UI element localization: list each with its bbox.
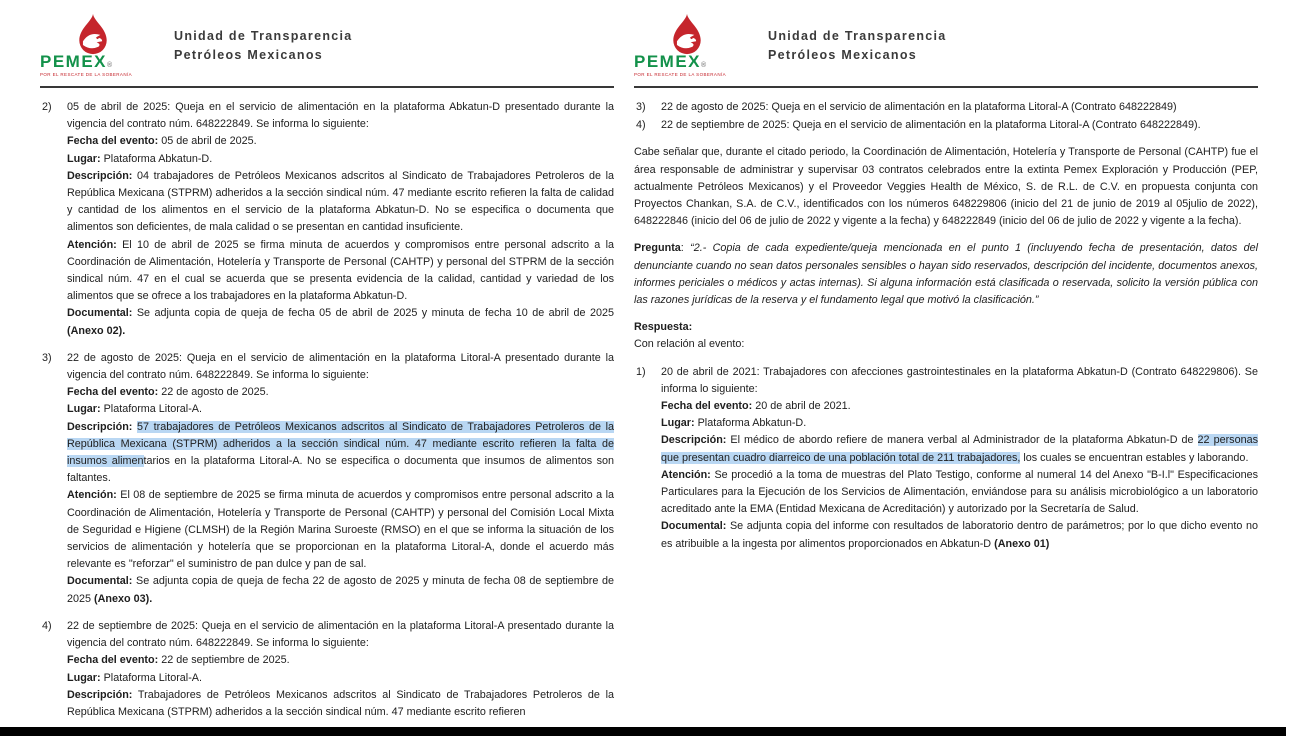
- text-segment: Plataforma Abkatun-D.: [694, 417, 807, 430]
- header-title-line1: Unidad de Transparencia: [174, 29, 353, 43]
- bottom-black-bar: [0, 727, 1286, 736]
- paragraph: [67, 419, 614, 488]
- paragraph: [661, 467, 1258, 519]
- text-segment: El médico de abordo refiere de manera verbal al Administrador de la plataforma Abkatun-D de: [726, 434, 1198, 447]
- text-segment: 22 de agosto de 2025: Queja en el servicio de alimentación en la plataforma Litoral-A (Contrato 648222849): [661, 101, 1177, 113]
- list-item-number: 3): [42, 351, 52, 364]
- paragraph: [634, 319, 1258, 336]
- paragraph: [67, 168, 614, 237]
- header-titles: [768, 27, 947, 65]
- text-segment: Se adjunta copia del informe con resultados de laboratorio dentro de parámetros; por lo que dicho evento no es atribuible a la ingesta por alimentos proporcionados en Abkatun-D: [661, 520, 1258, 550]
- document-page-left: [40, 0, 614, 736]
- text-segment: “2.- Copia de cada expediente/queja mencionada en el punto 1 (incluyendo fecha de presentación, datos del denunciante cuando no sean datos personales sensibles o hayan sido reservados, descripción del incidente, documentos anexos, informes periciales o médicos y actas internas). Si alguna información está clasificada o reservada, solicito la versión pública con las razones jurídicas de la reserva y el fundamento legal que motivó la clasificación.”: [634, 242, 1259, 307]
- text-segment: Se procedió a la toma de muestras del Plato Testigo, conforme al numeral 14 del Anexo "B-I.l" Especificaciones Particulares para la Ejecución de los Servicios de Alimentación, enviándose para su análisis microbiológico a un laboratorio acreditado ante la EMA (Entidad Mexicana de Acreditación) y autorizado por la Secretaría de Salud.: [661, 468, 1258, 516]
- text-segment: 20 de abril de 2021: Trabajadores con afecciones gastrointestinales en la plataforma Abkatun-D (Contrato 648229806). Se informa lo siguiente:: [661, 365, 1258, 395]
- bold-label: Descripción:: [67, 169, 133, 182]
- pemex-wordmark: PEMEX®: [634, 52, 707, 71]
- text-segment: tarios en la plataforma Litoral-A. No se especifica o documenta que insumos de alimentos son faltantes.: [67, 455, 614, 485]
- text-segment: 05 de abril de 2025.: [158, 135, 257, 148]
- header-title-line1: Unidad de Transparencia: [768, 29, 947, 43]
- pemex-logo: [40, 13, 158, 77]
- bold-label: Atención:: [67, 489, 117, 502]
- paragraph: [67, 151, 614, 168]
- bold-label: Pregunta: [634, 242, 681, 255]
- pemex-logo: [634, 13, 752, 77]
- highlighted-text: 57 trabajadores de Petróleos Mexicanos adscritos al Sindicato de Trabajadores Petroleros de la República Mexicana (STPRM) adheridos a la sección sindical núm. 47 mediante escrito refieren la falta de insumos alimen: [67, 420, 614, 468]
- text-segment: los cuales se encuentran estables y laborando.: [1020, 451, 1249, 464]
- paragraph: [67, 401, 614, 418]
- bold-label: Fecha del evento:: [67, 386, 159, 399]
- bold-label: Atención:: [67, 238, 117, 251]
- text-segment: Plataforma Litoral-A.: [100, 671, 203, 684]
- paragraph: [67, 573, 614, 607]
- text-segment: Plataforma Litoral-A.: [100, 403, 203, 416]
- header-title-line2: Petróleos Mexicanos: [174, 47, 324, 62]
- registered-mark: ®: [701, 62, 707, 69]
- paragraph: [67, 670, 614, 687]
- paragraph: [67, 384, 614, 401]
- list-item: [40, 99, 614, 340]
- text-segment: El 08 de septiembre de 2025 se firma minuta de acuerdos y compromisos entre personal adscrito a la Coordinación de Alimentación, Hotelería y Transporte de Personal (CAHTP) y personal del Comisión Local Mixta de Seguridad e Higiene (CLMSH) de la Región Marina Suroeste (RMSO) en el que se informa la situación de los servicios de alimentación y hotelería que se proporcionan en la plataforma Litoral-A, donde el acuerdo más relevante es "reforzar" el suministro de pan dulce y pan de sal.: [67, 489, 614, 571]
- text-segment: Se adjunta copia de queja de fecha 05 de abril de 2025 y minuta de fecha 10 de abril de 2025: [132, 307, 614, 320]
- bold-label: (Anexo 03).: [94, 592, 153, 605]
- paragraph: [67, 305, 614, 339]
- pemex-tagline: POR EL RESCATE DE LA SOBERANÍA: [40, 72, 133, 77]
- text-segment: :: [680, 242, 691, 255]
- paragraph: [661, 117, 1258, 134]
- header-divider: [40, 86, 614, 88]
- highlighted-text: 22 personas que presentan cuadro diarreico de una población total de 211 trabajadores,: [661, 434, 1258, 464]
- document-page-right: [634, 0, 1258, 736]
- paragraph-block: [634, 319, 1258, 353]
- list-item-number: 4): [636, 119, 646, 132]
- paragraph: [661, 518, 1258, 552]
- bold-label: Descripción:: [661, 434, 727, 447]
- paragraph: [67, 487, 614, 573]
- bold-label: Fecha del evento:: [67, 135, 159, 148]
- text-segment: 20 de abril de 2021.: [752, 400, 851, 413]
- paragraph: [67, 237, 614, 306]
- paragraph: [67, 350, 614, 384]
- text-segment: 22 de septiembre de 2025: Queja en el servicio de alimentación en la plataforma Litoral-A presentado durante la vigencia del contrato núm. 648222849. Se informa lo siguiente:: [67, 619, 614, 650]
- list-item-number: 4): [42, 619, 52, 632]
- list-item-number: 1): [636, 365, 646, 378]
- text-segment: Trabajadores de Petróleos Mexicanos adscritos al Sindicato de Trabajadores Petroleros de la República Mexicana (STPRM) adheridos a la sección sindical núm. 47 mediante escrito refieren: [67, 688, 614, 718]
- text-segment: 22 de agosto de 2025: Queja en el servicio de alimentación en la plataforma Litoral-A presentado durante la vigencia del contrato núm. 648222849. Se informa lo siguiente:: [67, 351, 614, 382]
- pemex-drop-eagle-icon: [74, 13, 112, 55]
- list-item: [40, 618, 614, 721]
- text-segment: Plataforma Abkatun-D.: [100, 152, 213, 165]
- bold-label: Lugar:: [67, 671, 101, 684]
- list-item-number: 3): [636, 101, 646, 113]
- bold-label: (Anexo 01): [994, 537, 1050, 550]
- bold-label: (Anexo 02).: [67, 324, 126, 337]
- bold-label: Descripción:: [67, 688, 133, 701]
- text-segment: 05 de abril de 2025: Queja en el servicio de alimentación en la plataforma Abkatun-D presentado durante la vigencia del contrato núm. 648222849. Se informa lo siguiente:: [67, 101, 614, 131]
- text-segment: El 10 de abril de 2025 se firma minuta de acuerdos y compromisos entre personal adscrito a la Coordinación de Alimentación, Hotelería y Transporte de Personal (CAHTP) y personal del STPRM de la sección sindical núm. 47 en el cual se acuerda que se presenta evidencia de la calidad, cantidad y variedad de los alimentos que se ofrece a los trabajadores en la plataforma Abkatun-D.: [67, 238, 614, 303]
- bold-label: Lugar:: [67, 152, 101, 165]
- bold-label: Respuesta:: [634, 321, 693, 334]
- document-body-left: [40, 99, 614, 721]
- text-segment: 04 trabajadores de Petróleos Mexicanos adscritos al Sindicato de Trabajadores Petroleros de la República Mexicana (STPRM) adheridos a la sección sindical núm. 47 mediante escrito refieren la falta de calidad y cantidad de los alimentos en el servicio de la plataforma Abkatun-D. No se especifica o documenta que alimentos son deficientes, de mala calidad o se presentan en cantidad insuficiente.: [67, 169, 614, 234]
- paragraph: [634, 240, 1258, 309]
- pemex-drop-eagle-icon: [668, 13, 706, 55]
- paragraph: [661, 364, 1258, 398]
- text-segment: Con relación al evento:: [634, 338, 745, 351]
- paragraph: [67, 687, 614, 721]
- paragraph-block: [634, 240, 1258, 309]
- paragraph: [661, 415, 1258, 432]
- bold-label: Lugar:: [67, 403, 101, 416]
- list-item: [634, 364, 1258, 553]
- paragraph: [661, 398, 1258, 415]
- text-segment: 22 de septiembre de 2025.: [158, 654, 290, 667]
- list-item: [634, 117, 1258, 134]
- page-header: [634, 0, 1258, 77]
- header-titles: [174, 27, 353, 65]
- bold-label: Documental:: [67, 307, 133, 320]
- header-divider: [634, 86, 1258, 88]
- text-segment: 22 de agosto de 2025.: [158, 386, 269, 399]
- paragraph: [67, 133, 614, 150]
- paragraph: [67, 618, 614, 652]
- header-title-line2: Petróleos Mexicanos: [768, 47, 918, 62]
- bold-label: Documental:: [661, 520, 727, 533]
- text-segment: Cabe señalar que, durante el citado periodo, la Coordinación de Alimentación, Hotelería y Transporte de Personal (CAHTP) fue el área responsable de administrar y supervisar 03 contratos celebrados entre la extinta Pemex Exploración y Producción (PEP, actualmente Petróleos Mexicanos) y el Proveedor Veggies Health de México, S. de R.L. de C.V. en propuesta conjunta con Proyectos Chankan, S.A. de C.V., identificados con los números 648229806 (inicio del 21 de junio de 2019 al 05julio de 2022), 648222846 (inicio del 06 de julio de 2022 y vigente a la fecha) y 648222849 (inicio del 06 de julio de 2022 y vigente a la fecha).: [634, 146, 1258, 228]
- paragraph: [634, 336, 1258, 353]
- bold-label: Fecha del evento:: [67, 654, 159, 667]
- bold-label: Lugar:: [661, 417, 695, 430]
- document-body-right: [634, 99, 1258, 553]
- paragraph: [634, 144, 1258, 230]
- paragraph: [661, 432, 1258, 466]
- text-segment: 22 de septiembre de 2025: Queja en el servicio de alimentación en la plataforma Litoral-A (Contrato 648222849).: [661, 119, 1201, 132]
- bold-label: Atención:: [661, 468, 711, 481]
- paragraph: [67, 99, 614, 133]
- paragraph: [67, 652, 614, 669]
- registered-mark: ®: [107, 62, 113, 69]
- list-item: [40, 350, 614, 608]
- paragraph: [661, 99, 1258, 116]
- page-header: [40, 0, 614, 77]
- bold-label: Descripción:: [67, 420, 133, 433]
- list-item: [634, 99, 1258, 116]
- paragraph-block: [634, 144, 1258, 230]
- bold-label: Fecha del evento:: [661, 400, 753, 413]
- list-item-number: 2): [42, 101, 52, 113]
- bold-label: Documental:: [67, 575, 133, 588]
- pemex-tagline: POR EL RESCATE DE LA SOBERANÍA: [634, 72, 727, 77]
- text-segment: Se adjunta copia de queja de fecha 22 de agosto de 2025 y minuta de fecha 08 de septiembre de 2025: [67, 575, 614, 605]
- pemex-wordmark: PEMEX®: [40, 52, 113, 71]
